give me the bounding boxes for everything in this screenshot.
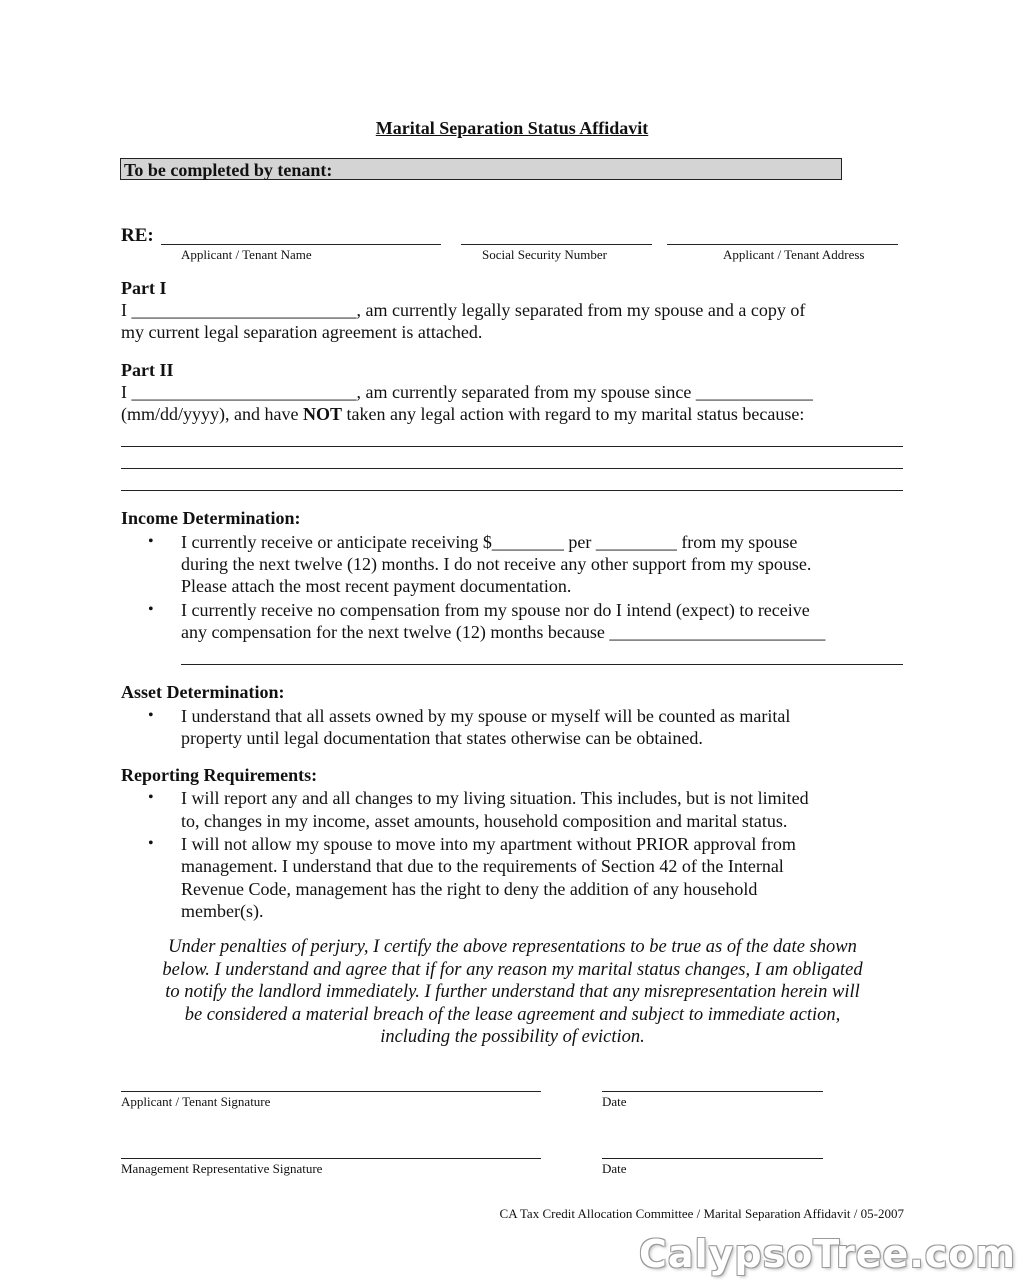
income-bullet2-line2: any compensation for the next twelve (12) months because ________________________ (181, 622, 826, 642)
income-heading: Income Determination: (121, 508, 301, 528)
income-bullet1-line3: Please attach the most recent payment documentation. (181, 576, 572, 596)
applicant-signature-caption: Applicant / Tenant Signature (121, 1094, 271, 1109)
management-signature-caption: Management Representative Signature (121, 1161, 323, 1176)
reason-line-1[interactable] (121, 446, 903, 447)
tenant-address-caption: Applicant / Tenant Address (723, 247, 865, 262)
part2-line2: (mm/dd/yyyy), and have NOT taken any legal action with regard to my marital status because: (121, 404, 805, 424)
asset-bullet1-line2: property until legal documentation that states otherwise can be obtained. (181, 728, 703, 748)
perjury-certification: Under penalties of perjury, I certify the above representations to be true as of the date shown below. I understand and agree that if for any reason my marital status changes, I am obligated to notify the landlord immediately. I further understand that any misrepresentation herein will be considered a material breach of the lease agreement and subject to immediate action, including the possibility of eviction. (162, 937, 863, 1047)
ssn-caption: Social Security Number (482, 247, 607, 262)
tenant-name-line[interactable] (161, 244, 441, 245)
re-label: RE: (121, 225, 154, 246)
date2-line[interactable] (602, 1158, 823, 1159)
page-title: Marital Separation Status Affidavit (375, 118, 649, 138)
income-bullet2-line1: I currently receive no compensation from my spouse nor do I intend (expect) to receive (181, 600, 810, 620)
reporting-bullet2-line4: member(s). (181, 901, 264, 921)
compensation-reason-line[interactable] (181, 664, 903, 665)
reporting-bullet2-line3: Revenue Code, management has the right to deny the addition of any household (181, 879, 758, 899)
income-bullet1-line1: I currently receive or anticipate receiving $________ per _________ from my spouse (181, 532, 798, 552)
part1-heading: Part I (121, 278, 167, 298)
management-signature-line[interactable] (121, 1158, 541, 1159)
tenant-address-line[interactable] (667, 244, 898, 245)
ssn-line[interactable] (461, 244, 652, 245)
bullet-icon: • (148, 707, 154, 724)
tenant-section-header: To be completed by tenant: (120, 158, 842, 180)
part2-line1: I _________________________, am currently separated from my spouse since _____________ (121, 382, 813, 402)
reporting-bullet2-line1: I will not allow my spouse to move into my apartment without PRIOR approval from (181, 834, 796, 854)
tenant-name-caption: Applicant / Tenant Name (181, 247, 312, 262)
document-footer: CA Tax Credit Allocation Committee / Marital Separation Affidavit / 05-2007 (499, 1206, 904, 1221)
part1-line2: my current legal separation agreement is attached. (121, 322, 483, 342)
applicant-signature-line[interactable] (121, 1091, 541, 1092)
bullet-icon: • (148, 789, 154, 806)
date2-caption: Date (602, 1161, 627, 1176)
bullet-icon: • (148, 533, 154, 550)
part2-heading: Part II (121, 360, 174, 380)
asset-heading: Asset Determination: (121, 682, 285, 702)
watermark-logo: CalypsoTree.com (639, 1232, 1016, 1276)
bullet-icon: • (148, 601, 154, 618)
bullet-icon: • (148, 835, 154, 852)
part1-line1: I _________________________, am currently legally separated from my spouse and a copy of (121, 300, 806, 320)
reason-line-3[interactable] (121, 490, 903, 491)
reporting-bullet1-line2: to, changes in my income, asset amounts, household composition and marital status. (181, 811, 788, 831)
date1-caption: Date (602, 1094, 627, 1109)
reporting-bullet1-line1: I will report any and all changes to my living situation. This includes, but is not limited (181, 788, 809, 808)
date1-line[interactable] (602, 1091, 823, 1092)
asset-bullet1-line1: I understand that all assets owned by my spouse or myself will be counted as marital (181, 706, 791, 726)
reason-line-2[interactable] (121, 468, 903, 469)
reporting-heading: Reporting Requirements: (121, 765, 318, 785)
income-bullet1-line2: during the next twelve (12) months. I do not receive any other support from my spouse. (181, 554, 812, 574)
reporting-bullet2-line2: management. I understand that due to the requirements of Section 42 of the Internal (181, 856, 784, 876)
